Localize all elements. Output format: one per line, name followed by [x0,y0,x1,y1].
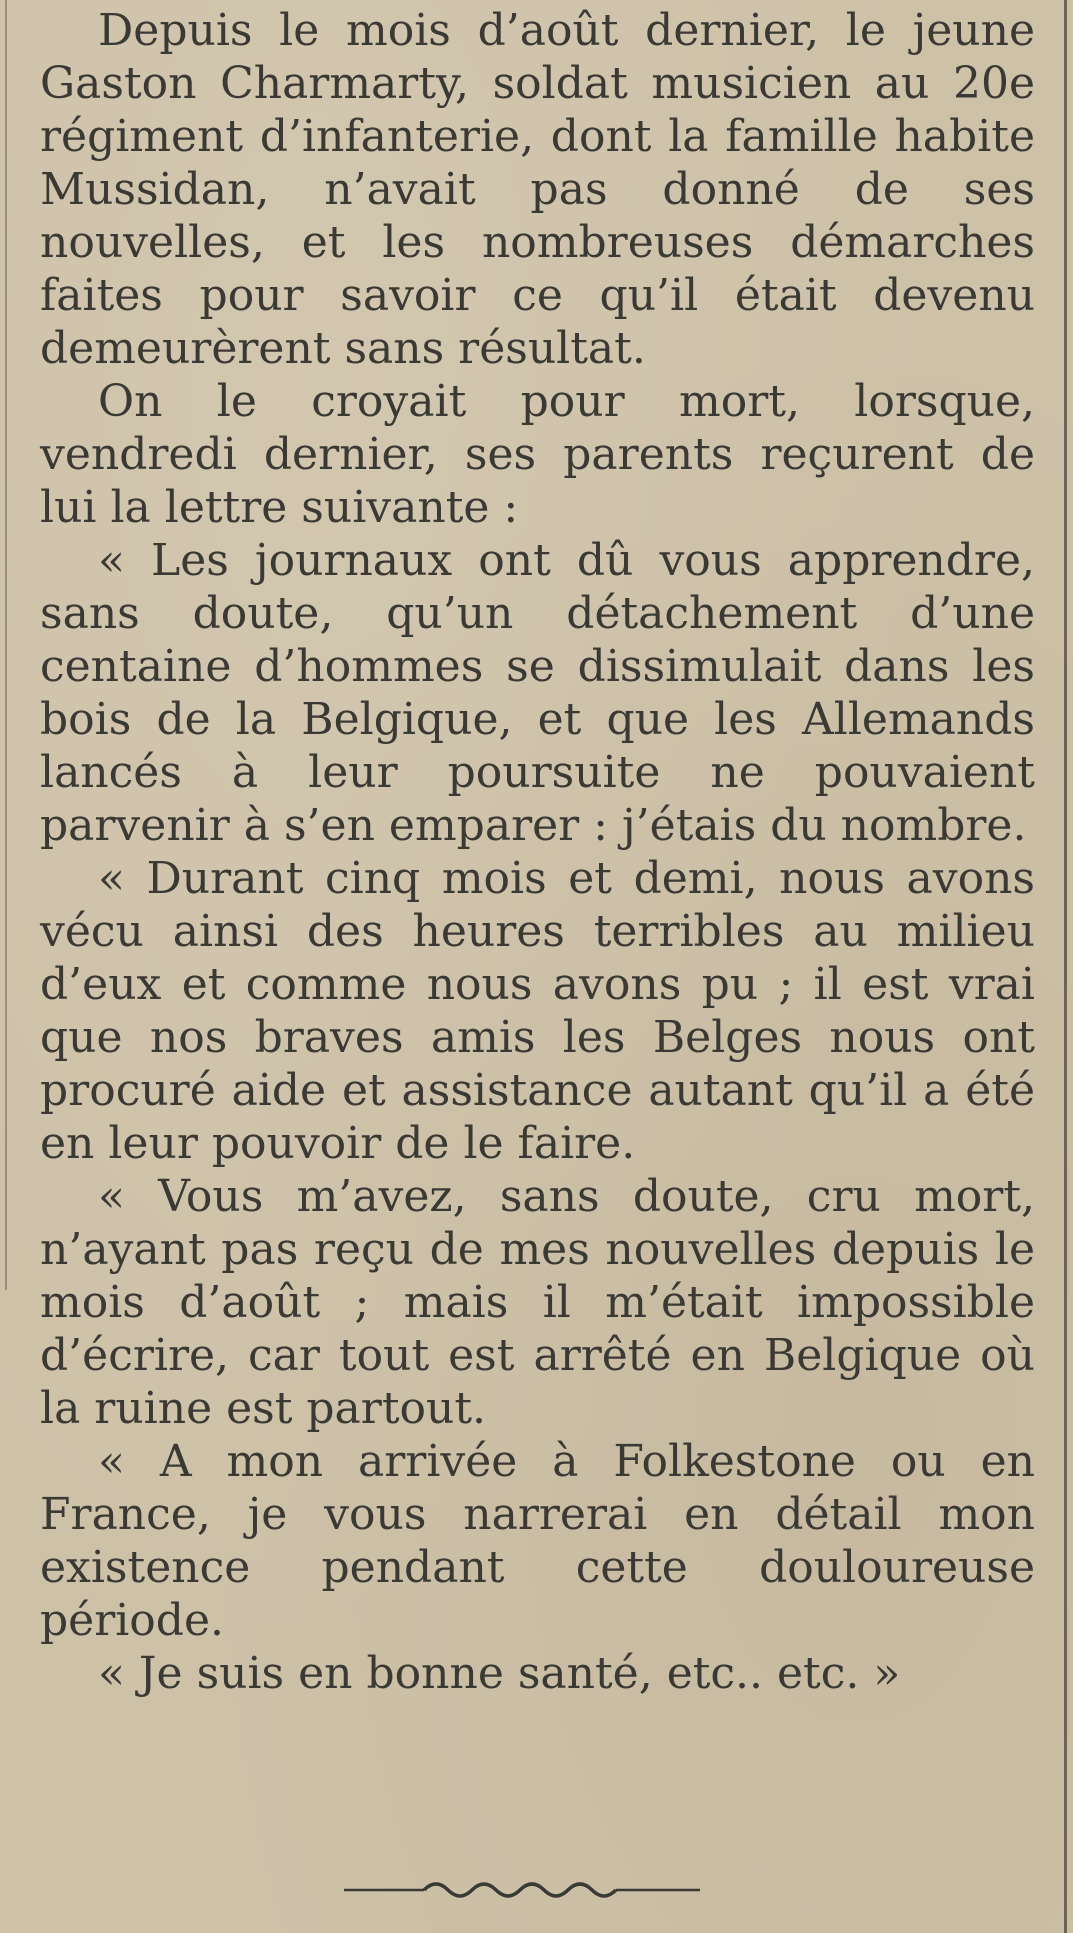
article-paragraph: « Les journaux ont dû vous apprendre, sans doute, qu’un détachement d’une centaine d’hommes se dissimulait dans les bois de la Belgique, et que les Allemands lancés à leur poursuite ne pouvaient parvenir à s’en emparer : j’étais du nombre. [40,535,1035,851]
wavy-separator-icon [344,1880,700,1900]
article-paragraph: « Durant cinq mois et demi, nous avons vécu ainsi des heures terribles au milieu d’eux et comme nous avons pu ; il est vrai que nos braves amis les Belges nous ont procuré aide et assistance autant qu’il a été en leur pouvoir de le faire. [40,853,1035,1169]
article-paragraph: On le croyait pour mort, lorsque, vendredi dernier, ses parents reçurent de lui la lettre suivante : [40,376,1035,533]
article-paragraph: Depuis le mois d’août dernier, le jeune Gaston Charmarty, soldat musicien au 20e régiment d’infanterie, dont la famille habite Mussidan, n’avait pas donné de ses nouvelles, et les nombreuses démarches faites pour savoir ce qu’il était devenu demeurèrent sans résultat. [40,5,1035,374]
article-body [40,4,1035,1700]
article-paragraph: « A mon arrivée à Folkestone ou en France, je vous narrerai en détail mon existence pendant cette douloureuse période. [40,1436,1035,1646]
article-paragraph: « Je suis en bonne santé, etc.. etc. » [98,1648,901,1699]
article-paragraph: « Vous m’avez, sans doute, cru mort, n’ayant pas reçu de mes nouvelles depuis le mois d’août ; mais il m’était impossible d’écrire, car tout est arrêté en Belgique où la ruine est partout. [40,1171,1035,1434]
left-column-rule [5,0,7,1290]
right-column-rule [1064,0,1067,1933]
